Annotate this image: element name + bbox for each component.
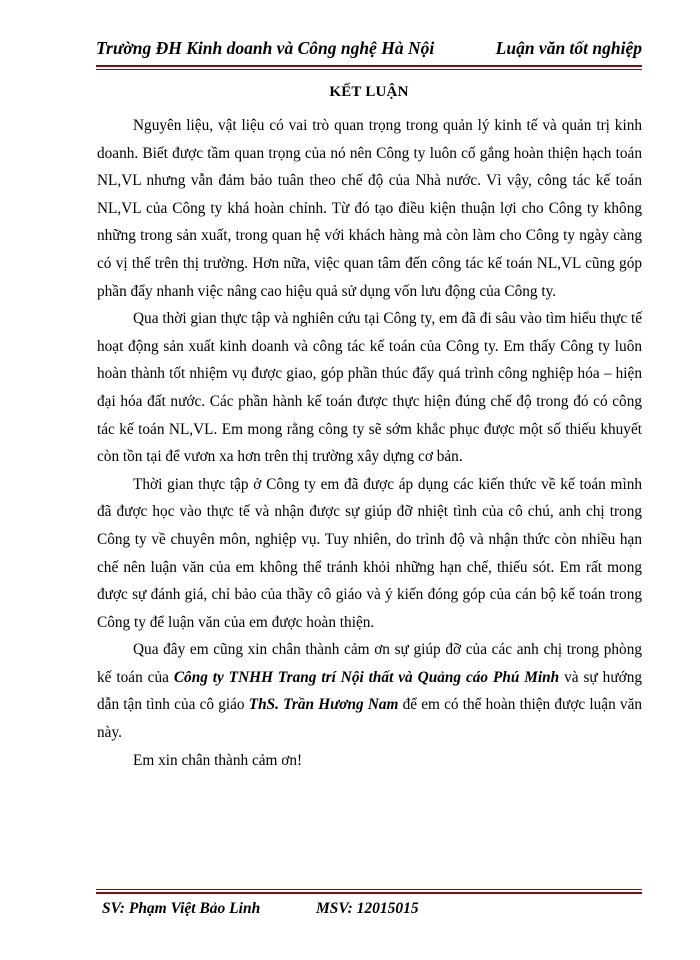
company-name: Công ty TNHH Trang trí Nội thất và Quảng cáo Phú Minh: [173, 668, 560, 686]
paragraph-1: Nguyên liệu, vật liệu có vai trò quan trọng trong quản lý kinh tế và quản trị kinh doanh. Biết được tầm quan trọng của nó nên Công ty luôn cố gắng hoàn thiện hạch toán NL,VL nhưng vẫn đảm bảo tuân theo chế độ của Nhà nước. Vì vậy, công tác kế toán NL,VL của Công ty khá hoàn chỉnh. Từ đó tạo điều kiện thuận lợi cho Công ty không những trong sản xuất, trong quan hệ với khách hàng mà còn làm cho Công ty ngày càng có vị thế trên thị trường. Hơn nữa, việc quan tâm đến công tác kế toán NL,VL cũng góp phần đẩy nhanh việc nâng cao hiệu quả sử dụng vốn lưu động của Công ty.: [97, 117, 642, 300]
student-id: MSV: 12015015: [316, 900, 419, 917]
page-header: [96, 38, 642, 66]
footer-divider: [96, 889, 642, 894]
header-divider: [96, 65, 642, 70]
document-type: Luận văn tốt nghiệp: [495, 38, 642, 58]
paragraph-5: Em xin chân thành cảm ơn!: [133, 751, 303, 769]
student-name: SV: Phạm Việt Bảo Linh: [102, 900, 261, 917]
paragraph-4: [97, 636, 642, 746]
paragraph-4-text-b: và sự hướng dẫn tận tình của cô giáo: [97, 668, 642, 714]
paragraph-4-text-a: Qua đây em cũng xin chân thành cảm ơn sự giúp đỡ của các anh chị trong phòng kế toán của: [97, 641, 642, 686]
conclusion-body: [97, 112, 642, 774]
page-footer: [96, 900, 642, 924]
section-title: KẾT LUẬN: [329, 84, 409, 100]
paragraph-4-text-c: để em có thể hoàn thiện được luận văn này.: [97, 696, 643, 742]
paragraph-3: Thời gian thực tập ở Công ty em đã được áp dụng các kiến thức về kế toán mình đã được học vào thực tế và nhận được sự giúp đỡ nhiệt tình của cô chú, anh chị trong Công ty về chuyên môn, nghiệp vụ. Tuy nhiên, do trình độ và nhận thức còn nhiều hạn chế nên luận văn của em không thể tránh khỏi những hạn chế, thiếu sót. Em rất mong được sự đánh giá, chỉ bảo của thầy cô giáo và ý kiến đóng góp của cán bộ kế toán trong Công ty để luận văn của em được hoàn thiện.: [97, 475, 642, 631]
university-name: Trường ĐH Kinh doanh và Công nghệ Hà Nội: [96, 38, 435, 58]
teacher-name: ThS. Trần Hương Nam: [248, 696, 399, 714]
paragraph-2: Qua thời gian thực tập và nghiên cứu tại Công ty, em đã đi sâu vào tìm hiểu thực tế hoạt động sản xuất kinh doanh và công tác kế toán của Công ty. Em thấy Công ty luôn hoàn thành tốt nhiệm vụ được giao, góp phần thúc đẩy quá trình công nghiệp hóa – hiện đại hóa đất nước. Các phần hành kế toán được thực hiện đúng chế độ trong đó có công tác kế toán NL,VL. Em mong rằng công ty sẽ sớm khắc phục được một số thiếu khuyết còn tồn tại để vươn xa hơn trên thị trường xây dựng cơ bản.: [97, 310, 642, 466]
